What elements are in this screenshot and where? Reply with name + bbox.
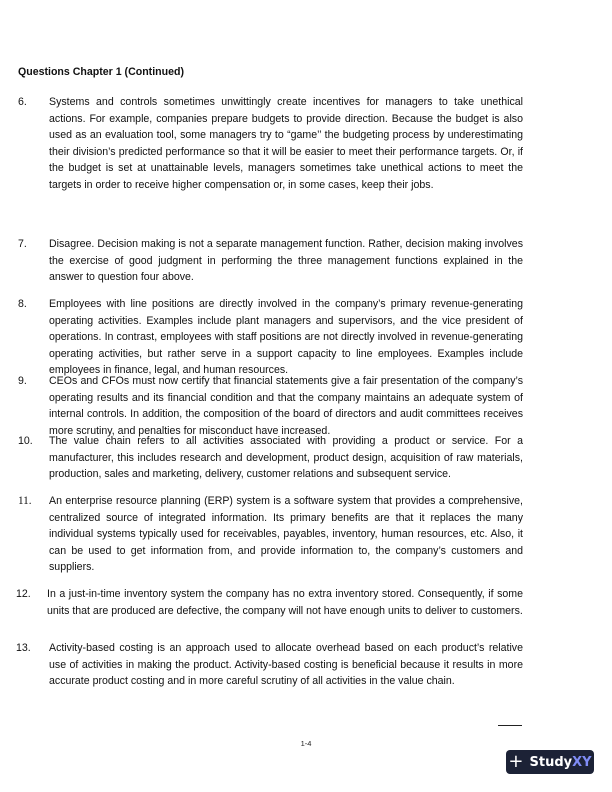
question-answer-text: Employees with line positions are directly involved in the company’s primary revenue-generating operating activities. Examples include plant managers and supervisors, and the vice president of operations. In contrast, employees with staff positions are not directly involved in revenue-generating operating activities, but rather serve in a support capacity to line employees. Examples include employees in finance, legal, and human resources. (49, 298, 523, 376)
brand-text: Study (529, 754, 573, 770)
question-answer-text: The value chain refers to all activities associated with providing a product or service. For a manufacturer, this includes research and development, product design, acquisition of raw materials, production, sales and marketing, delivery, customer relations and subsequent service. (49, 435, 523, 480)
question-number: 9. (18, 375, 27, 387)
question-number: 10. (18, 435, 33, 447)
question-number: 6. (18, 96, 27, 108)
studyxy-logo (506, 750, 594, 774)
question-answer-text: CEOs and CFOs must now certify that financial statements give a fair presentation of the company’s operating results and its financial condition and that the company maintains an adequate system of internal controls. In addition, the composition of the board of directors and audit committees receives more scrutiny, and penalties for misconduct have increased. (49, 375, 523, 437)
page-number: 1-4 (300, 739, 312, 748)
question-answer-text: Disagree. Decision making is not a separate management function. Rather, decision making involves the exercise of good judgment in performing the three management functions explained in the answer to question four above. (49, 238, 523, 283)
question-number: 7. (18, 238, 27, 250)
footer-rule (498, 725, 522, 726)
question-answer-text: An enterprise resource planning (ERP) system is a software system that provides a comprehensive, centralized source of integrated information. Its primary benefits are that it replaces the many individual systems typically used for receivables, payables, inventory, human resources, etc. Also, it can be used to get information from, and provide information to, the company’s customers and suppliers. (49, 495, 523, 573)
question-number: 11. (18, 495, 32, 507)
section-heading: Questions Chapter 1 (Continued) (18, 66, 184, 78)
plus-icon: + (508, 751, 524, 772)
question-answer-text: In a just-in-time inventory system the company has no extra inventory stored. Consequently, if some units that are produced are defective, the company will not have enough units to deliver to customers. (47, 588, 523, 617)
question-number: 8. (18, 298, 27, 310)
question-answer-text: Activity-based costing is an approach used to allocate overhead based on each product’s relative use of activities in making the product. Activity-based costing is beneficial because it results in more accurate product costing and in more careful scrutiny of all activities in the value chain. (49, 642, 523, 687)
question-number: 13. (16, 642, 31, 654)
question-number: 12. (16, 588, 31, 600)
brand-accent-text: XY (572, 754, 592, 770)
question-answer-text: Systems and controls sometimes unwittingly create incentives for managers to take unethical actions. For example, companies prepare budgets to provide direction. Because the budget is also used as an evaluation tool, some managers try to “game’’ the budgeting process by underestimating their division’s predicted performance so that it will be easier to meet their performance targets. Or, if the budget is set at unattainable levels, managers sometimes take unethical actions to meet the targets in order to receive higher compensation or, in some cases, keep their jobs. (49, 96, 523, 191)
